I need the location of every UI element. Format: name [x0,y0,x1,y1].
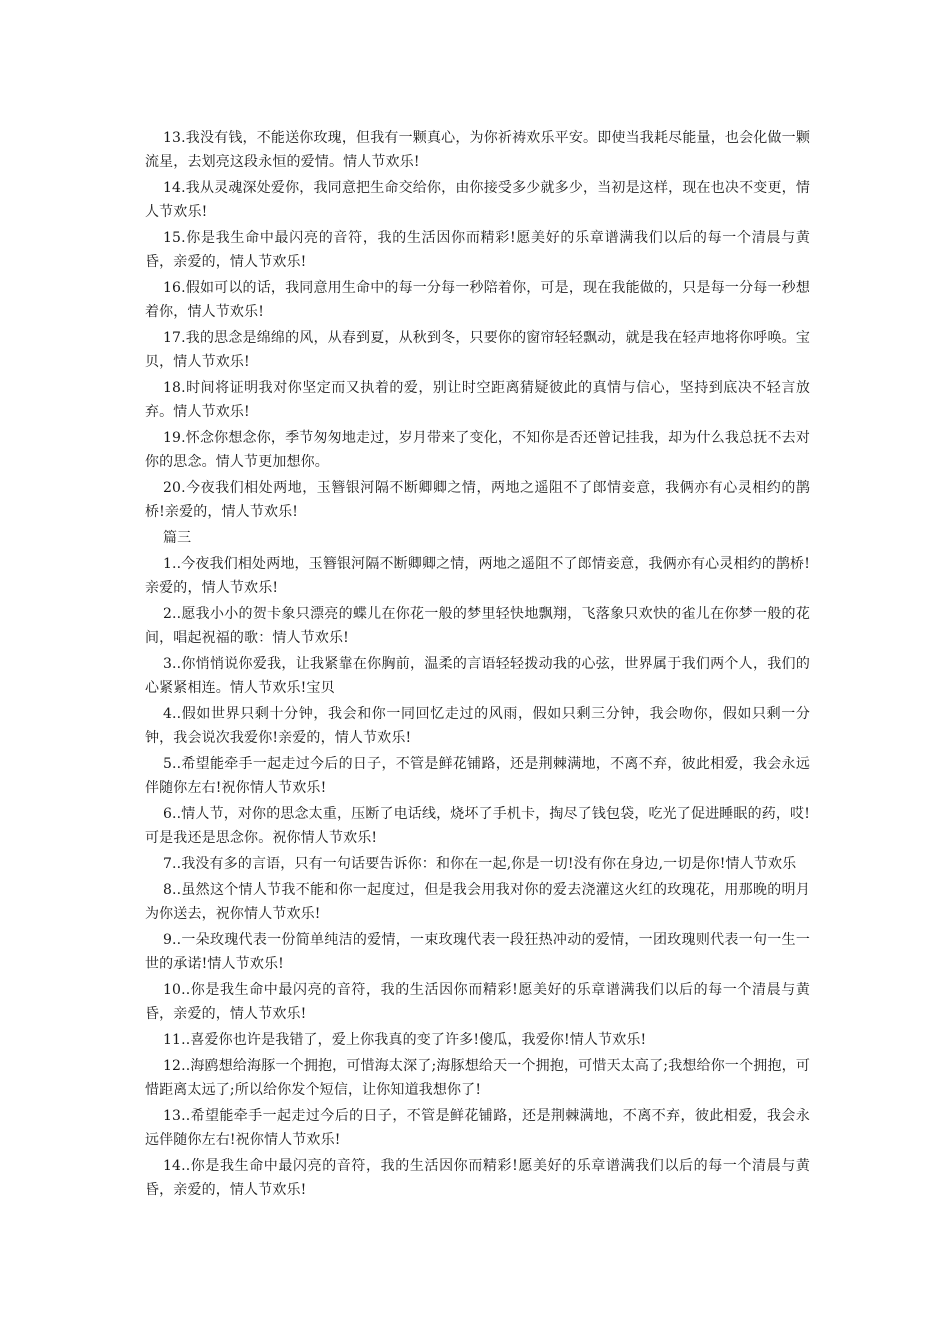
paragraph-20: 20.今夜我们相处两地，玉簪银河隔不断卿卿之情，两地之遥阻不了郎情妾意，我俩亦有心灵相约的鹊桥!亲爱的，情人节欢乐! [145,480,810,520]
section3-paragraph-8: 8..虽然这个情人节我不能和你一起度过，但是我会用我对你的爱去浇灌这火红的玫瑰花，用那晚的明月为你送去，祝你情人节欢乐! [145,882,810,922]
paragraph-18: 18.时间将证明我对你坚定而又执着的爱，别让时空距离猜疑彼此的真情与信心，坚持到底决不轻言放弃。情人节欢乐! [145,380,810,420]
section3-paragraph-7: 7..我没有多的言语，只有一句话要告诉你：和你在一起,你是一切!没有你在身边,一切是你!情人节欢乐 [163,856,797,872]
paragraph-16: 16.假如可以的话，我同意用生命中的每一分每一秒陪着你，可是，现在我能做的，只是每一分每一秒想着你，情人节欢乐! [145,280,810,320]
paragraph-19: 19.怀念你想念你，季节匆匆地走过，岁月带来了变化，不知你是否还曾记挂我，却为什么我总抚不去对你的思念。情人节更加想你。 [145,430,810,470]
section3-paragraph-10: 10..你是我生命中最闪亮的音符，我的生活因你而精彩!愿美好的乐章谱满我们以后的每一个清晨与黄昏，亲爱的，情人节欢乐! [145,982,810,1022]
section3-paragraph-3: 3..你悄悄说你爱我，让我紧靠在你胸前，温柔的言语轻轻拨动我的心弦，世界属于我们两个人，我们的心紧紧相连。情人节欢乐!宝贝 [145,656,810,696]
document-body [145,126,810,1204]
section3-paragraph-11: 11..喜爱你也许是我错了，爱上你我真的变了许多!傻瓜，我爱你!情人节欢乐! [163,1032,647,1048]
section3-paragraph-13: 13..希望能牵手一起走过今后的日子，不管是鲜花铺路，还是荆棘满地，不离不弃，彼此相爱，我会永远伴随你左右!祝你情人节欢乐! [145,1108,810,1148]
section3-paragraph-9: 9..一朵玫瑰代表一份简单纯洁的爱情，一束玫瑰代表一段狂热冲动的爱情，一团玫瑰则代表一句一生一世的承诺!情人节欢乐! [145,932,810,972]
paragraph-13: 13.我没有钱，不能送你玫瑰，但我有一颗真心，为你祈祷欢乐平安。即使当我耗尽能量，也会化做一颗流星，去划亮这段永恒的爱情。情人节欢乐! [145,130,810,170]
paragraph-14: 14.我从灵魂深处爱你，我同意把生命交给你，由你接受多少就多少，当初是这样，现在也决不变更，情人节欢乐! [145,180,810,220]
section3-paragraph-2: 2..愿我小小的贺卡象只漂亮的蝶儿在你花一般的梦里轻快地飘翔，飞落象只欢快的雀儿在你梦一般的花间，唱起祝福的歌：情人节欢乐! [145,606,810,646]
section3-paragraph-14: 14..你是我生命中最闪亮的音符，我的生活因你而精彩!愿美好的乐章谱满我们以后的每一个清晨与黄昏，亲爱的，情人节欢乐! [145,1158,810,1198]
section3-paragraph-12: 12..海鸥想给海豚一个拥抱，可惜海太深了;海豚想给天一个拥抱，可惜天太高了;我想给你一个拥抱，可惜距离太远了;所以给你发个短信，让你知道我想你了! [145,1058,810,1098]
paragraph-17: 17.我的思念是绵绵的风，从春到夏，从秋到冬，只要你的窗帘轻轻飘动，就是我在轻声地将你呼唤。宝贝，情人节欢乐! [145,330,810,370]
section-heading: 篇三 [163,530,192,546]
section3-paragraph-4: 4..假如世界只剩十分钟，我会和你一同回忆走过的风雨，假如只剩三分钟，我会吻你，假如只剩一分钟，我会说次我爱你!亲爱的，情人节欢乐! [145,706,810,746]
paragraph-15: 15.你是我生命中最闪亮的音符，我的生活因你而精彩!愿美好的乐章谱满我们以后的每一个清晨与黄昏，亲爱的，情人节欢乐! [145,230,810,270]
section3-paragraph-5: 5..希望能牵手一起走过今后的日子，不管是鲜花铺路，还是荆棘满地，不离不弃，彼此相爱，我会永远伴随你左右!祝你情人节欢乐! [145,756,810,796]
section3-paragraph-1: 1..今夜我们相处两地，玉簪银河隔不断卿卿之情，两地之遥阻不了郎情妾意，我俩亦有心灵相约的鹊桥!亲爱的，情人节欢乐! [145,556,810,596]
section3-paragraph-6: 6..情人节，对你的思念太重，压断了电话线，烧坏了手机卡，掏尽了钱包袋，吃光了促进睡眠的药，哎!可是我还是思念你。祝你情人节欢乐! [145,806,810,846]
